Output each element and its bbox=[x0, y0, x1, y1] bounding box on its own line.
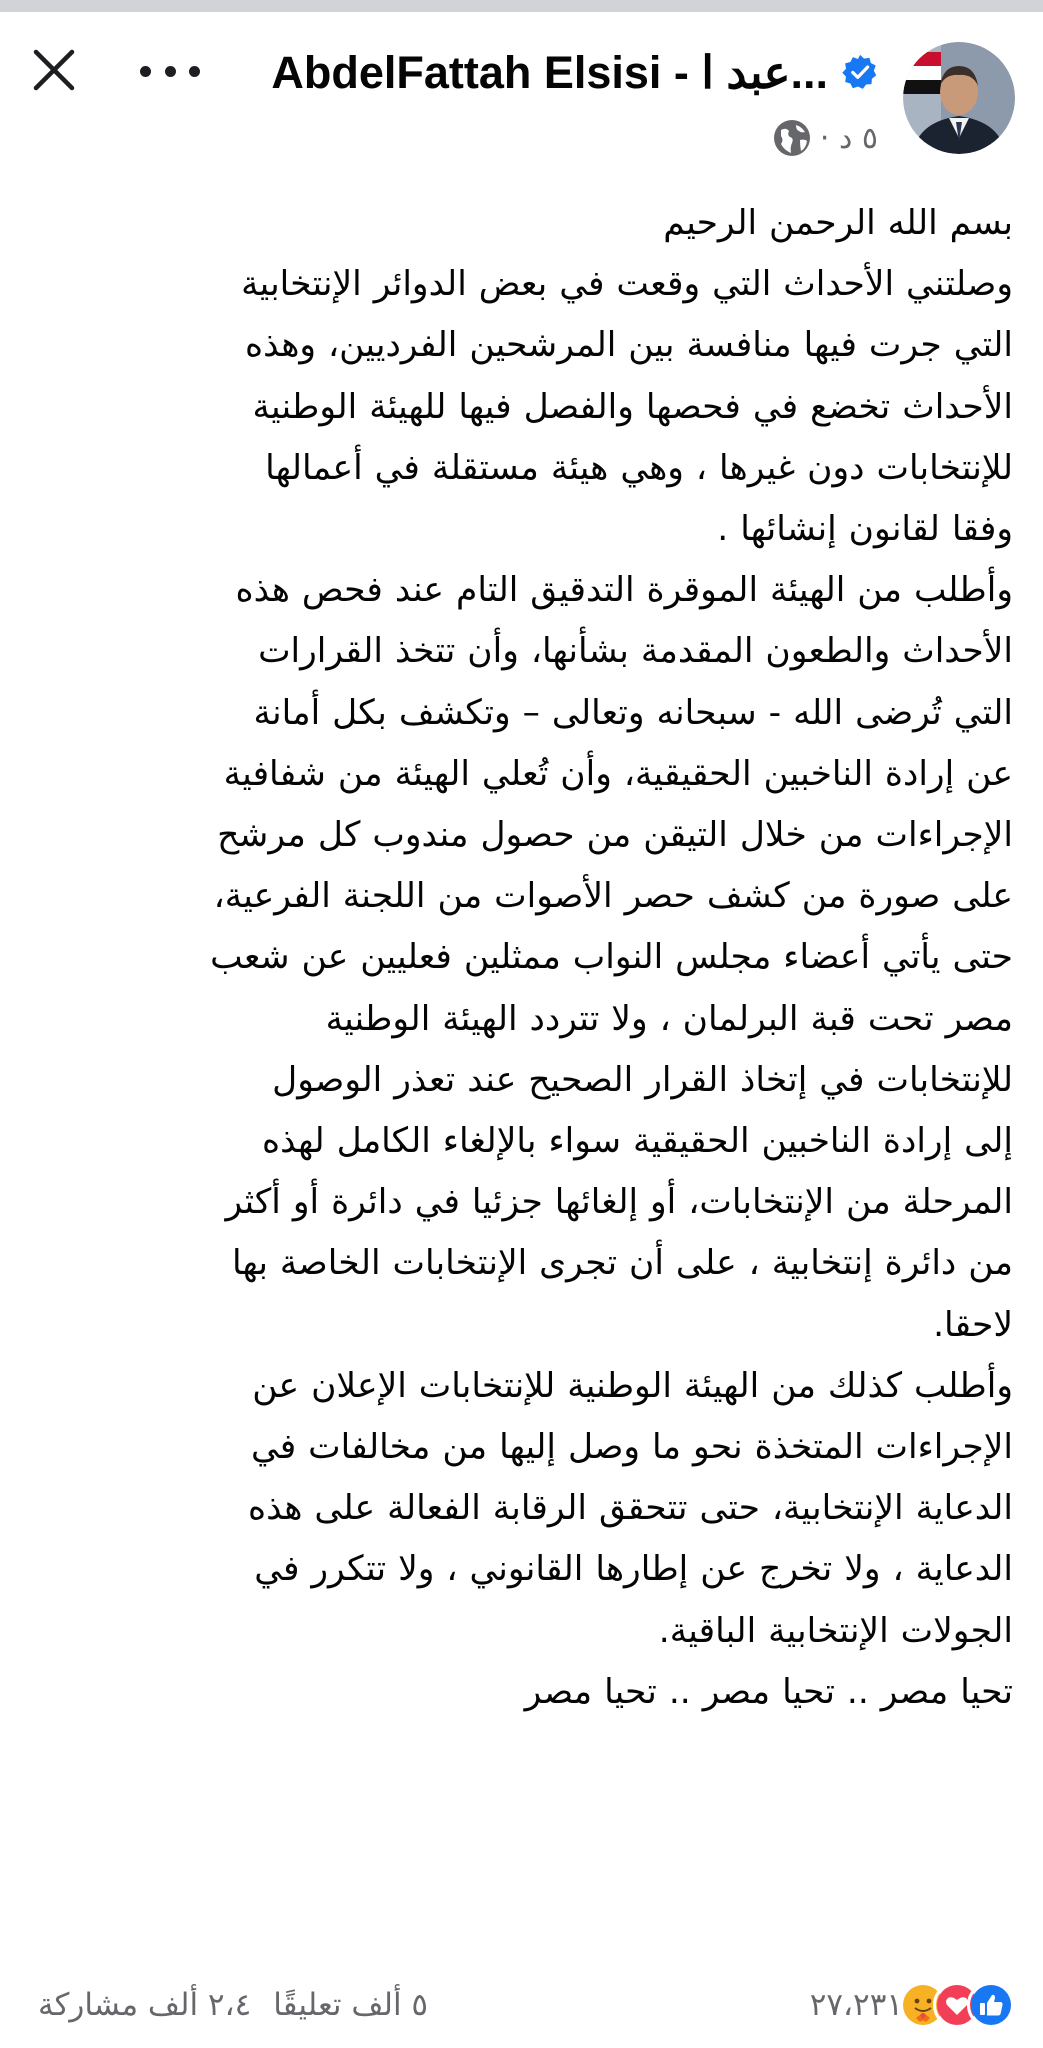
post-footer bbox=[0, 1975, 1043, 2035]
post-header bbox=[0, 12, 1043, 162]
post-time[interactable]: ٥ د · bbox=[819, 120, 878, 156]
post-line: إلى إرادة الناخبين الحقيقية سواء بالإلغاء الكامل لهذه bbox=[262, 1121, 1013, 1162]
post-line: التي جرت فيها منافسة بين المرشحين الفرديين، وهذه bbox=[245, 325, 1013, 366]
verified-badge-icon bbox=[842, 54, 878, 90]
post-line: وصلتني الأحداث التي وقعت في بعض الدوائر الإنتخابية bbox=[241, 264, 1013, 305]
engagement-stats bbox=[38, 1981, 428, 2029]
more-icon[interactable] bbox=[140, 54, 200, 88]
post-line: حتى يأتي أعضاء مجلس النواب ممثلين فعليين عن شعب bbox=[210, 937, 1013, 978]
post-line: الإجراءات المتخذة نحو ما وصل إليها من مخالفات في bbox=[250, 1427, 1013, 1468]
post-line: تحيا مصر .. تحيا مصر .. تحيا مصر bbox=[524, 1671, 1013, 1712]
post-line: التي تُرضى الله - سبحانه وتعالى – وتكشف بكل أمانة bbox=[253, 692, 1013, 733]
post-line: بسم الله الرحمن الرحيم bbox=[663, 203, 1013, 243]
post-line: الأحداث والطعون المقدمة بشأنها، وأن تتخذ القرارات bbox=[258, 631, 1013, 672]
post-line: للإنتخابات دون غيرها ، وهي هيئة مستقلة في أعمالها bbox=[265, 447, 1013, 488]
shares-count[interactable]: ٢،٤ ألف مشاركة bbox=[38, 1987, 252, 2023]
post-line: الجولات الإنتخابية الباقية. bbox=[658, 1610, 1013, 1651]
post-line: الدعاية الإنتخابية، حتى تتحقق الرقابة الفعالة على هذه bbox=[248, 1488, 1013, 1529]
reactions-count[interactable]: ٢٧،٢٣١ bbox=[809, 1987, 903, 2023]
post-line: المرحلة من الإنتخابات، أو إلغائها جزئيا في دائرة أو أكثر bbox=[225, 1182, 1013, 1223]
post-line: لاحقا. bbox=[933, 1304, 1013, 1345]
post-meta bbox=[772, 116, 878, 160]
globe-icon[interactable] bbox=[772, 118, 812, 158]
close-icon[interactable] bbox=[30, 46, 78, 94]
post-line: الإجراءات من خلال التيقن من حصول مندوب كل مرشح bbox=[217, 815, 1013, 856]
post-line: من دائرة إنتخابية ، على أن تجرى الإنتخابات الخاصة بها bbox=[231, 1243, 1013, 1284]
author-row[interactable] bbox=[271, 42, 878, 102]
post-body bbox=[30, 193, 1013, 1723]
post-line: للإنتخابات في إتخاذ القرار الصحيح عند تعذر الوصول bbox=[272, 1059, 1013, 1100]
like-reaction-icon bbox=[967, 1981, 1015, 2029]
post-line: وأطلب كذلك من الهيئة الوطنية للإنتخابات الإعلان عن bbox=[252, 1365, 1013, 1406]
comments-count[interactable]: ٥ ألف تعليقًا bbox=[273, 1987, 429, 2023]
post-line: وأطلب من الهيئة الموقرة التدقيق التام عند فحص هذه bbox=[235, 570, 1013, 611]
post-line: الأحداث تخضع في فحصها والفصل فيها للهيئة الوطنية bbox=[252, 386, 1013, 427]
reactions-summary[interactable] bbox=[810, 1981, 1015, 2029]
top-strip bbox=[0, 0, 1043, 12]
post-line: وفقا لقانون إنشائها . bbox=[717, 509, 1013, 550]
post-line: مصر تحت قبة البرلمان ، ولا تتردد الهيئة الوطنية bbox=[325, 998, 1013, 1039]
post-line: عن إرادة الناخبين الحقيقية، وأن تُعلي الهيئة من شفافية bbox=[223, 753, 1013, 794]
post-line: الدعاية ، ولا تخرج عن إطارها القانوني ، ولا تتكرر في bbox=[254, 1549, 1013, 1590]
author-name[interactable]: AbdelFattah Elsisi - عبد ا... bbox=[271, 46, 828, 98]
post-line: على صورة من كشف حصر الأصوات من اللجنة الفرعية، bbox=[213, 876, 1013, 917]
avatar[interactable] bbox=[903, 42, 1015, 154]
